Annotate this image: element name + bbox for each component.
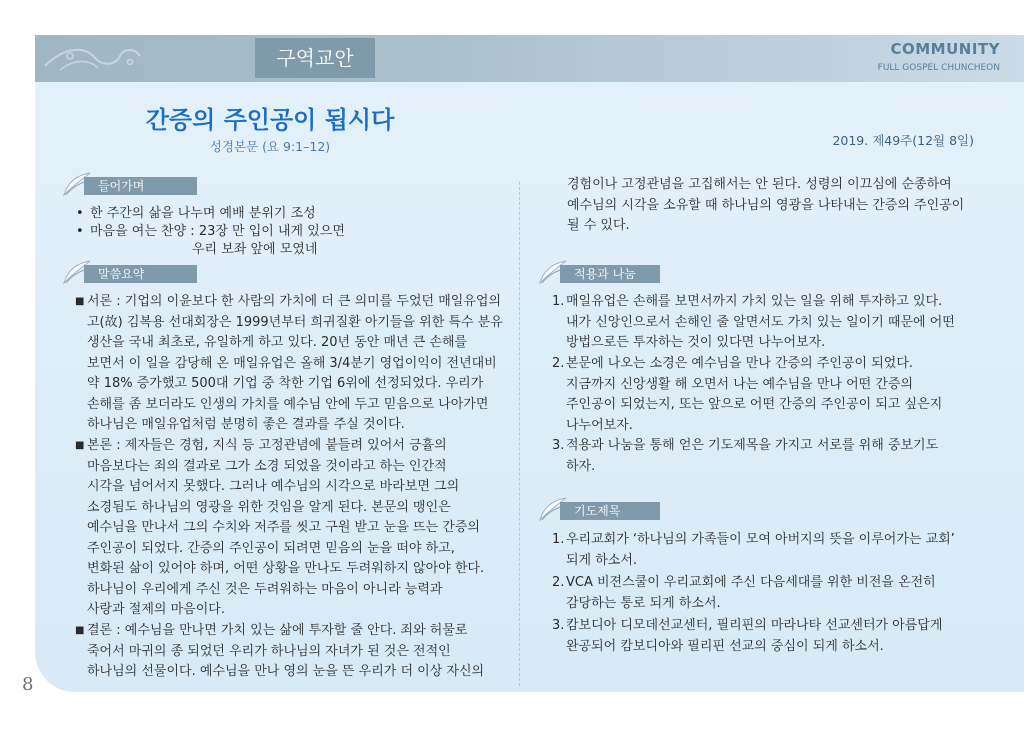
brand-sub-text: FULL GOSPEL CHUNCHEON <box>877 63 1000 73</box>
brand-logo <box>878 40 1000 73</box>
lesson-title: 간증의 주인공이 됩시다 <box>145 105 395 134</box>
section-heading-label: 적용과 나눔 <box>560 265 660 283</box>
section-heading-label: 들어가며 <box>84 177 197 195</box>
column-divider <box>519 182 520 686</box>
page-number: 8 <box>22 674 34 695</box>
section-heading-label: 말씀요약 <box>84 265 197 283</box>
brand-main-text: COMMUNITY <box>890 40 1000 58</box>
summary-continuation: 경험이나 고정관념을 고집해서는 안 된다. 성령의 이끄심에 순종하여 예수님의 시각을 소유할 때 하나님의 영광을 나타내는 간증의 주인공이 될 수 있다. <box>567 177 965 233</box>
page-section-title: 구역교안 <box>276 46 354 70</box>
lesson-date: 2019. 제49주(12월 8일) <box>832 133 974 148</box>
section-heading-label: 기도제목 <box>560 502 660 520</box>
swirl-ornament-icon <box>40 38 160 78</box>
header-bar <box>35 35 1024 82</box>
scripture-reference: 성경본문 (요 9:1–12) <box>209 139 331 154</box>
list-item-continuation: 우리 보좌 앞에 모였네 <box>192 242 318 257</box>
